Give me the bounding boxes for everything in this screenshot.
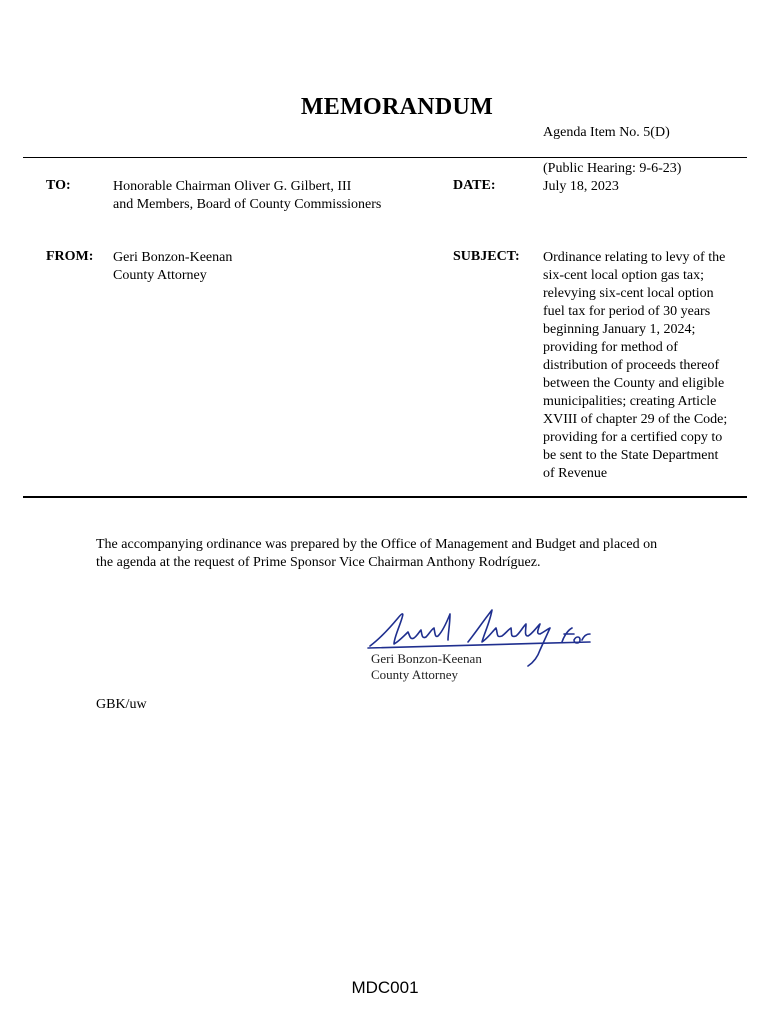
date-value bbox=[543, 160, 681, 196]
subject-line: beginning January 1, 2024; bbox=[543, 322, 696, 337]
from-label: FROM: bbox=[46, 249, 94, 264]
subject-label: SUBJECT: bbox=[453, 249, 520, 264]
body-line: the agenda at the request of Prime Sponsor Vice Chairman Anthony Rodríguez. bbox=[96, 555, 541, 570]
subject-line: providing for method of bbox=[543, 340, 678, 355]
subject-line: Ordinance relating to levy of the bbox=[543, 250, 726, 265]
from-line: Geri Bonzon-Keenan bbox=[113, 250, 233, 265]
subject-line: six-cent local option gas tax; bbox=[543, 268, 704, 283]
memo-title: MEMORANDUM bbox=[300, 94, 494, 120]
from-sender bbox=[113, 249, 232, 285]
to-line: Honorable Chairman Oliver G. Gilbert, III bbox=[113, 179, 352, 194]
to-line: and Members, Board of County Commissioners bbox=[113, 197, 382, 212]
date-label: DATE: bbox=[453, 178, 496, 193]
signatory-name: Geri Bonzon-Keenan bbox=[371, 651, 482, 666]
typist-initials: GBK/uw bbox=[96, 697, 147, 712]
public-hearing-note: (Public Hearing: 9-6-23) bbox=[543, 161, 682, 176]
subject-line: relevying six-cent local option bbox=[543, 286, 714, 301]
memo-body bbox=[96, 536, 716, 572]
signatory-title: County Attorney bbox=[371, 667, 459, 682]
subject-text bbox=[543, 249, 748, 483]
subject-line: be sent to the State Department bbox=[543, 448, 719, 463]
subject-line: between the County and eligible bbox=[543, 376, 725, 391]
subject-line: of Revenue bbox=[543, 466, 608, 481]
agenda-item-number: Agenda Item No. 5(D) bbox=[543, 125, 670, 140]
to-recipient bbox=[113, 178, 381, 214]
document-code: MDC001 bbox=[351, 978, 419, 997]
subject-line: distribution of proceeds thereof bbox=[543, 358, 720, 373]
subject-line: providing for a certified copy to bbox=[543, 430, 723, 445]
top-divider bbox=[23, 157, 747, 158]
subject-line: municipalities; creating Article bbox=[543, 394, 717, 409]
from-line: County Attorney bbox=[113, 268, 207, 283]
to-label: TO: bbox=[46, 178, 71, 193]
subject-line: fuel tax for period of 30 years bbox=[543, 304, 711, 319]
body-line: The accompanying ordinance was prepared by the Office of Management and Budget and placed on bbox=[96, 537, 658, 552]
bottom-divider bbox=[23, 496, 747, 498]
signatory-block bbox=[371, 651, 482, 683]
memo-date: July 18, 2023 bbox=[543, 179, 619, 194]
subject-line: XVIII of chapter 29 of the Code; bbox=[543, 412, 728, 427]
